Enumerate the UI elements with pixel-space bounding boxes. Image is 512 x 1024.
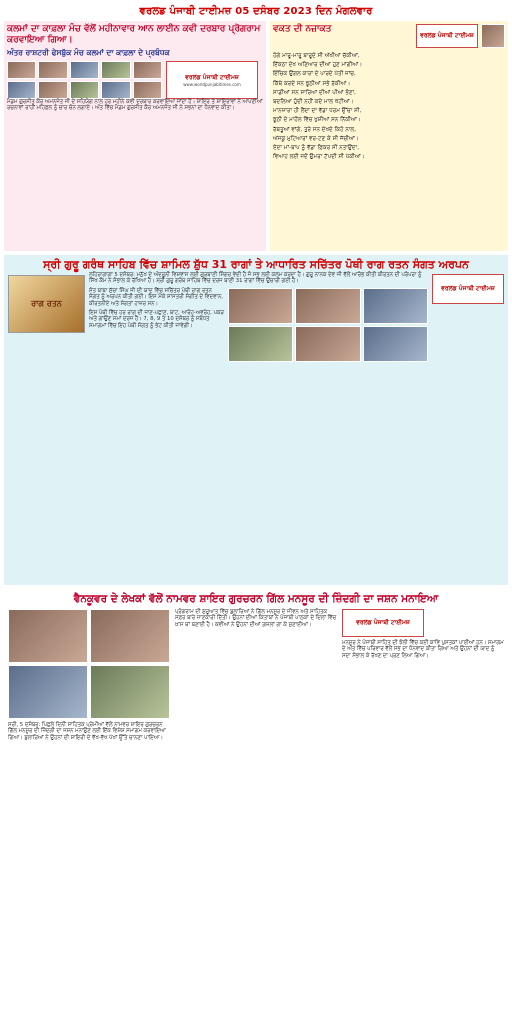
article-subtitle: ਅੰਤਰ ਰਾਸ਼ਟਰੀ ਫੇਸਬੁੱਕ ਮੰਚ ਕਲਮਾਂ ਦਾ ਕਾਫ਼ਲਾ ਦੇ ਪ੍ਰਬੰਧਕ [7,48,170,57]
participant-photo [70,81,99,99]
event-photo [8,665,88,719]
newspaper-logo [342,609,424,637]
poem-line: ਬਦਲਿਆ ਹੁੰਦੀ ਨਹੀਂ ਕਦੇ ਮਾਲ ਖੱਟੀਆਂ। [273,99,354,106]
poem-lines [273,52,505,162]
book-cover [8,275,85,333]
participant-photo [101,81,130,99]
logo-title: ਵਰਲਡ ਪੰਜਾਬੀ ਟਾਈਮਜ਼ [420,32,474,39]
newspaper-logo [416,24,478,48]
poem-line: ਰੱਬਤੂਆਂ ਵਾਂਗੇ, ਤੁਰੇ ਸਨ ਦੇਖਦੇ ਕਿਹੋ ਨਾਲ, [273,126,356,133]
logo-title: ਵਰਲਡ ਪੰਜਾਬੀ ਟਾਈਮਜ਼ [185,73,239,81]
article-paragraph: ਮਨਸੂਰ ਨੇ ਪੰਜਾਬੀ ਸਾਹਿਤ ਦੀ ਝੋਲੀ ਵਿੱਚ ਕਈ ਕਾਵਿ ਪੁਸਤਕਾਂ ਪਾਈਆਂ ਹਨ। ਸਮਾਗਮ ਦੇ ਅੰਤ ਵਿੱਚ ਪਰਿਵਾਰ ਵੱਲੋਂ ਸਭ ਦਾ ਧੰਨਵਾਦ ਕੀਤਾ ਗਿਆ ਅਤੇ ਉਹਨਾਂ ਦੀ ਯਾਦ ਨੂੰ ਸਦਾ ਸੰਭਾਲ ਕੇ ਰੱਖਣ ਦਾ ਪ੍ਰਣ ਲਿਆ ਗਿਆ। [342,640,504,659]
poem-line: ਇੰਚਿਕ ਉਂਗਲ ਕਾਰਾਂ ਦੇ ਪਾਰਦੇ ਪੱਤੀ ਜ਼ਾਂਚ, [273,71,356,78]
poem-line: ਸਾਡੀਆਂ ਸਨ ਸਾਰਿਆਂ ਦੀਆਂ ਪੀਆਂ ਭੋਣਾ, [273,89,356,96]
poem-column [270,21,508,251]
masthead: ਵਰਲਡ ਪੰਜਾਬੀ ਟਾਈਮਜ਼ 05 ਦਸੰਬਰ 2023 ਦਿਨ ਮੰਗਲਵਾਰ [139,6,373,17]
event-photo [90,665,170,719]
newspaper-logo [432,274,504,304]
poem-line: ਇੱਕਠਾ ਦੇਖ ਅਣਿਆਰ ਦੀਆਂ ਹੁਣ ਮਾਂਗੀਆਂ। [273,62,363,69]
event-photos [8,609,170,719]
logo-title: ਵਰਲਡ ਪੰਜਾਬੀ ਟਾਈਮਜ਼ [356,619,410,626]
event-photo [295,326,360,362]
article-paragraph: ਲਹਿਰਾਗਾਗਾ 5 ਦਸੰਬਰ: ਮਨੁੱਖ ਦੇ ਅੰਦਰੂਨੀ ਵਿਸ਼ਵਾਸ ਲਈ ਗੁਰਬਾਣੀ ਸਿੰਗਰ ਵੇਦੀ ਹੈ ਜੋ ਸਭ ਲਈ ਕਲਮ ਕਰਦਾ ਹੈ। ਗੁਰੂ ਨਾਨਕ ਦੇਵ ਜੀ ਵੱਲੋਂ ਆਰੰਭ ਕੀਤੀ ਕੀਰਤਨ ਦੀ ਪਰੰਪਰਾ ਨੂੰ ਸਿੱਖ ਕੌਮ ਨੇ ਸੰਭਾਲ ਕੇ ਰੱਖਿਆ ਹੈ। ਸ੍ਰੀ ਗੁਰੂ ਗਰੰਥ ਸਾਹਿਬ ਵਿੱਚ ਦਰਜ ਬਾਣੀ 31 ਰਾਗਾਂ ਵਿੱਚ ਉਚਾਰੀ ਗਈ ਹੈ। [89,272,422,285]
event-photo [363,326,428,362]
participant-photo [70,61,99,79]
article-columns [8,609,504,741]
raag-ratan-article [4,255,508,585]
mansoor-article [4,589,508,997]
article-paragraph: ਇਸ ਪੋਥੀ ਵਿੱਚ ਹਰ ਰਾਗ ਦੀ ਜਾਣ-ਪਛਾਣ, ਥਾਟ, ਆਰੋਹ-ਅਵਰੋਹ, ਪਕੜ ਅਤੇ ਗਾਉਣ ਸਮਾਂ ਦਰਜ ਹੈ। 7, 8, 9 ਤੇ 10 ਦਸੰਬਰ ਨੂੰ ਸਬੰਧਤ ਸਮਾਗਮਾਂ ਵਿੱਚ ਇਹ ਪੋਥੀ ਸੰਗਤ ਨੂੰ ਭੇਟ ਕੀਤੀ ਜਾਵੇਗੀ। [89,310,224,329]
participant-photo [7,81,36,99]
article-body: ਮੈਡਮ ਗੁਰਸੀਤ ਕੌਰ ਅਮਨਜੋਤ ਜੀ ਦੇ ਸਹਿਯੋਗ ਨਾਲ ਹਰ ਮਹੀਨੇ ਕਵੀ ਦਰਬਾਰ ਕਰਵਾਇਆ ਜਾਂਦਾ ਹੈ। ਸ਼ਾਇਰ ਤੇ ਸ਼ਾਇਰਾਵਾਂ ਨੇ ਆਪਣੀਆਂ ਰਚਨਾਵਾਂ ਰਾਹੀਂ ਮਹਿਫ਼ਲ ਨੂੰ ਚਾਰ ਚੰਨ ਲਗਾਏ। ਅੰਤ ਵਿੱਚ ਮੈਡਮ ਗੁਰਸੀਤ ਕੌਰ ਅਮਨਜੋਤ ਜੀ ਨੇ ਸਭਨਾਂ ਦਾ ਧੰਨਵਾਦ ਕੀਤਾ। [7,99,263,112]
participant-photo [38,61,67,79]
participant-photo [38,81,67,99]
article-column [342,609,504,741]
poem-line: ਏਦਾ ਮਾਂ-ਬਾਪ ਨੂੰ ਵੱਡਾ ਫ਼ਿਕਰ ਸੀ ਨਤਾਉਂਦਾ, [273,145,360,152]
poem-line: ਵਿਆਹ ਲਈ ਜਦੋਂ ਉਮਰਾ ਟੱਪਦੀ ਸੀ ਪੱਕੀਆਂ। [273,154,365,161]
article-title: ਕਲਮਾਂ ਦਾ ਕਾਫ਼ਲਾ ਮੰਚ ਵੱਲੋਂ ਮਹੀਨਾਵਾਰ ਆਨ ਲਾਈਨ ਕਵੀ ਦਰਬਾਰ ਪ੍ਰੋਗਰਾਮ ਕਰਵਾਇਆ ਗਿਆ। [7,24,261,45]
poem-line: ਕਿੱਥੇ ਕਰਦੇ ਸਨ ਝੂਠੀਆਂ ਸਭੇ ਰੱਕੀਆਂ। [273,80,351,87]
article-column [175,609,337,741]
top-row [4,21,508,251]
poem-logos [416,24,505,48]
article-column [8,609,170,741]
article-paragraph: ਪ੍ਰੋਗਰਾਮ ਦੀ ਸ਼ੁਰੂਆਤ ਵਿੱਚ ਬੁਲਾਰਿਆਂ ਨੇ ਗਿੱਲ ਮਨਸੂਰ ਦੇ ਜੀਵਨ ਅਤੇ ਸਾਹਿਤਕ ਸਫ਼ਰ ਬਾਰੇ ਜਾਣਕਾਰੀ ਦਿੱਤੀ। ਉਹਨਾਂ ਦੀਆਂ ਕਿਤਾਬਾਂ ਨੇ ਪੰਜਾਬੀ ਪਾਠਕਾਂ ਦੇ ਦਿਲਾਂ ਵਿੱਚ ਖ਼ਾਸ ਥਾਂ ਬਣਾਈ ਹੈ। ਕਵੀਆਂ ਨੇ ਉਹਨਾਂ ਦੀਆਂ ਗ਼ਜ਼ਲਾਂ ਗਾ ਕੇ ਸੁਣਾਈਆਂ। [175,609,337,628]
participant-photo [101,61,130,79]
participant-photo [7,61,36,79]
article-title: ਵੈਨਕੂਵਰ ਦੇ ਲੇਖਕਾਂ ਵੱਲੋਂ ਨਾਮਵਰ ਸ਼ਾਇਰ ਗੁਰਚਰਨ ਗਿੱਲ ਮਨਸੂਰ ਦੀ ਜ਼ਿੰਦਗੀ ਦਾ ਜਸ਼ਨ ਮਨਾਇਆ [73,593,439,605]
poem-header [273,24,505,48]
poem-line: ਝੂਠੀ ਦੇ ਮਾਹੌਲ ਵਿੱਚ ਖੁਸ਼ੀਆਂ ਸਨ ਨਿੱਕੀਆਂ। [273,117,361,124]
kavi-darbar-article [4,21,266,251]
poem-line: ਹੋਗੇ ਮਾਰੂ-ਮਾਰੂ ਬਾਰੂਦੇ ਸੀ ਅੱਖੀਆਂ ਚੱਕੀਆਂ, [273,53,360,59]
event-photo [228,288,293,324]
participant-photo [133,61,162,79]
poet-photo [481,24,505,48]
event-photos [228,288,428,362]
logo-title: ਵਰਲਡ ਪੰਜਾਬੀ ਟਾਈਮਜ਼ [441,285,495,292]
poem-line: ਮਾਨਜ਼ਾਰਾ ਹੀ ਲੈਂਦਾ ਦਾ ਵੱਡਾ ਧਰਮ ਉੱਚਾ ਸੀ, [273,108,362,115]
event-photo [295,288,360,324]
event-photo [8,609,88,663]
logo-url: www.worldpunjabitimes.com [183,81,241,87]
event-photo [90,609,170,663]
poem-title: ਵਕਤ ਦੀ ਨਜ਼ਾਕਤ [273,24,332,34]
event-photo [363,288,428,324]
book-title: ਰਾਗ ਰਤਨ [31,299,62,308]
newspaper-logo [166,61,258,99]
participant-photo [133,81,162,99]
article-paragraph: ਸੰਤ ਬਾਬਾ ਸੁੱਚਾ ਸਿੰਘ ਜੀ ਦੀ ਯਾਦ ਵਿੱਚ ਸਚਿੱਤਰ ਪੋਥੀ ਰਾਗ ਰਤਨ ਸੰਗਤ ਨੂੰ ਅਰਪਨ ਕੀਤੀ ਗਈ। ਇਸ ਮੌਕੇ ਸ਼ਾਸਤਰੀ ਸੰਗੀਤ ਦੇ ਵਿਦਵਾਨ, ਕੀਰਤਨੀਏ ਅਤੇ ਸੰਗਤਾਂ ਹਾਜ਼ਰ ਸਨ। [89,287,223,307]
participant-photo-grid [7,61,162,99]
article-paragraph: ਸਰੀ, 5 ਦਸੰਬਰ: ਪਿਛਲੇ ਦਿਨੀਂ ਸਾਹਿਤਕ ਪ੍ਰੇਮੀਆਂ ਵੱਲੋਂ ਨਾਮਵਰ ਸ਼ਾਇਰ ਗੁਰਚਰਨ ਗਿੱਲ ਮਨਸੂਰ ਦੀ ਜ਼ਿੰਦਗੀ ਦਾ ਜਸ਼ਨ ਮਨਾਉਣ ਲਈ ਇੱਕ ਵਿਸ਼ੇਸ਼ ਸਮਾਗਮ ਕਰਵਾਇਆ ਗਿਆ। ਬੁਲਾਰਿਆਂ ਨੇ ਉਹਨਾਂ ਦੀ ਸ਼ਾਇਰੀ ਦੇ ਵੱਖ-ਵੱਖ ਪੱਖਾਂ ਉੱਤੇ ਚਾਨਣਾ ਪਾਇਆ। [8,722,166,741]
poem-line: ਅੱਜਕੂ ਮੁਟਿਆਰਾਂ ਵਰ-ਟਣ ਕੇ ਸੀ ਜੱਚੀਆਂ। [273,135,359,142]
event-photo [228,326,293,362]
article-title: ਸ੍ਰੀ ਗੁਰੂ ਗਰੰਥ ਸਾਹਿਬ ਵਿੱਚ ਸ਼ਾਮਿਲ ਸ਼ੁੱਧ 31 ਰਾਗਾਂ ਤੇ ਆਧਾਰਿਤ ਸਚਿੱਤਰ ਪੋਥੀ ਰਾਗ ਰਤਨ ਸੰਗਤ ਅਰਪਨ [43,258,469,271]
